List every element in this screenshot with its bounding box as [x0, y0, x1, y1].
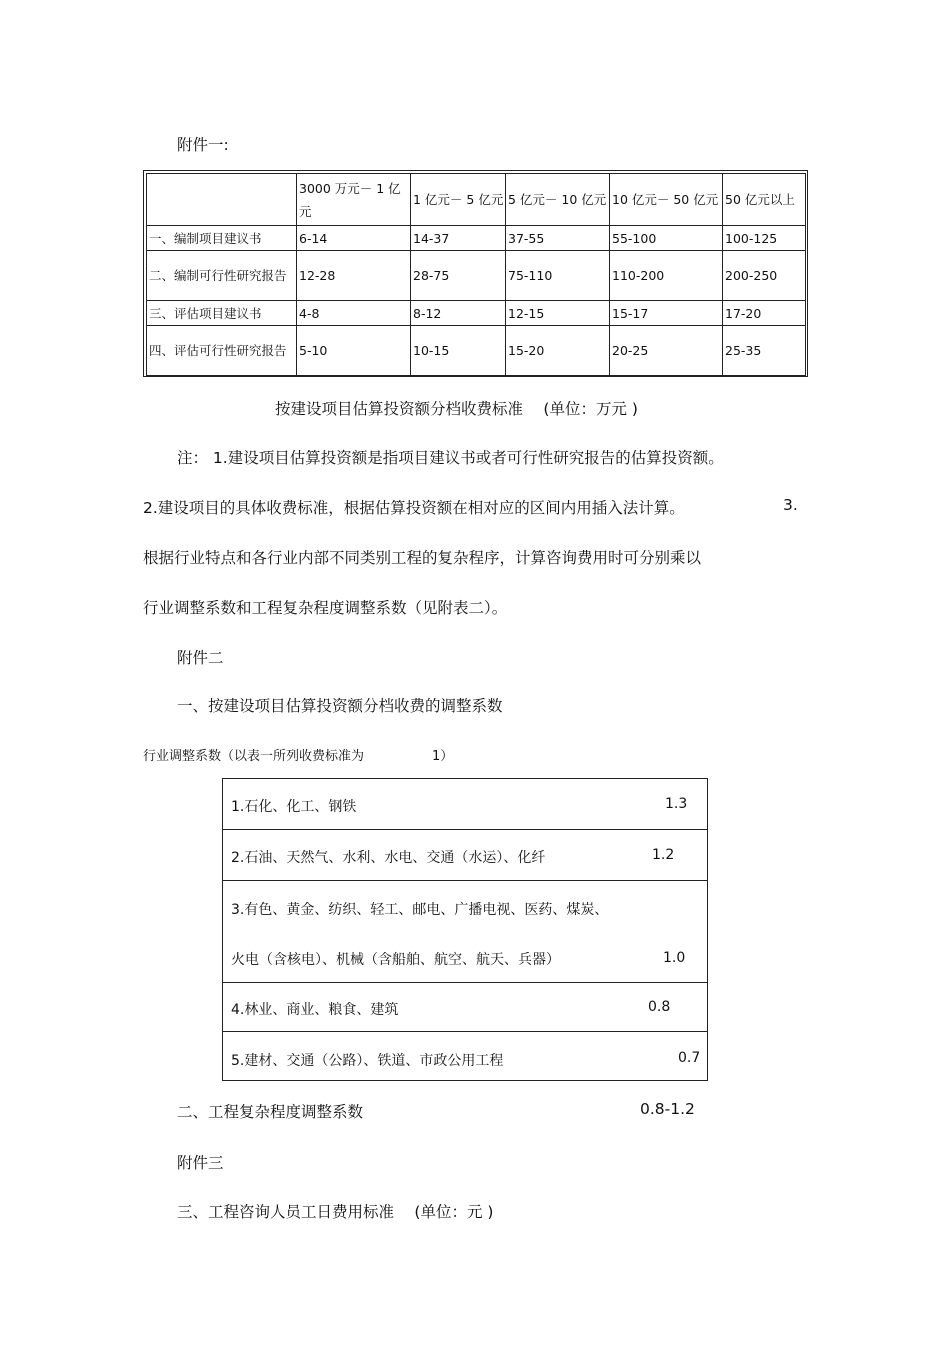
table-cell: 200-250 — [723, 251, 806, 301]
row-label: 一、编制项目建议书 — [147, 226, 297, 251]
fee-standard-table — [143, 170, 808, 377]
row-label: 3.有色、黄金、纺织、轻工、邮电、广播电视、医药、煤炭、 — [231, 902, 609, 918]
table-cell: 100-125 — [723, 226, 806, 251]
table-cell: 8-12 — [411, 301, 506, 326]
row-label: 四、评估可行性研究报告 — [147, 326, 297, 376]
note-line-3: 根据行业特点和各行业内部不同类别工程的复杂程序，计算咨询费用时可分别乘以 — [143, 549, 702, 567]
row-value: 1.0 — [663, 950, 686, 966]
row-value: 1.3 — [665, 796, 688, 812]
section3-title: 三、工程咨询人员工日费用标准 (单位：元 ) — [177, 1203, 494, 1221]
annex1-heading: 附件一: — [177, 136, 229, 154]
table-row — [147, 326, 806, 376]
table-cell: 55-100 — [610, 226, 723, 251]
row-label: 5.建材、交通（公路）、铁道、市政公用工程 — [231, 1053, 504, 1069]
header-cell: 10 亿元－ 50 亿元 — [610, 174, 723, 226]
table-cell: 17-20 — [723, 301, 806, 326]
annex2-heading: 附件二 — [177, 649, 224, 667]
row-label-continued: 火电（含核电）、机械（含船舶、航空、航天、兵器） — [231, 952, 560, 968]
table-header-row — [147, 174, 806, 226]
section2-value: 0.8-1.2 — [640, 1100, 695, 1118]
table1-caption: 按建设项目估算投资额分档收费标准 (单位：万元 ) — [275, 400, 638, 418]
section1-title: 一、按建设项目估算投资额分档收费的调整系数 — [177, 697, 503, 715]
row-label: 2.石油、天然气、水利、水电、交通（水运）、化纤 — [231, 850, 546, 866]
note-line-2: 2.建设项目的具体收费标准，根据估算投资额在相对应的区间内用插入法计算。 — [143, 499, 685, 517]
table-row — [223, 983, 707, 1032]
annex3-heading: 附件三 — [177, 1154, 224, 1172]
row-label: 三、评估项目建议书 — [147, 301, 297, 326]
header-cell: 5 亿元－ 10 亿元 — [506, 174, 610, 226]
table-row — [223, 830, 707, 881]
table2-caption: 行业调整系数（以表一所列收费标准为 — [143, 749, 365, 764]
row-label: 1.石化、化工、钢铁 — [231, 799, 357, 815]
table-cell: 4-8 — [297, 301, 411, 326]
row-label: 二、编制可行性研究报告 — [147, 251, 297, 301]
table-cell: 37-55 — [506, 226, 610, 251]
table-cell: 20-25 — [610, 326, 723, 376]
table-cell: 28-75 — [411, 251, 506, 301]
table-cell: 15-17 — [610, 301, 723, 326]
table-cell: 12-28 — [297, 251, 411, 301]
table-row — [147, 251, 806, 301]
table-cell: 5-10 — [297, 326, 411, 376]
row-label: 4.林业、商业、粮食、建筑 — [231, 1002, 399, 1018]
note-line-4: 行业调整系数和工程复杂程度调整系数（见附表二）。 — [143, 599, 508, 617]
row-value: 0.8 — [648, 999, 671, 1015]
table2-caption-number: 1） — [432, 749, 454, 764]
table-cell: 15-20 — [506, 326, 610, 376]
table-row — [147, 301, 806, 326]
table-cell: 10-15 — [411, 326, 506, 376]
table-cell: 12-15 — [506, 301, 610, 326]
table-row — [147, 226, 806, 251]
row-value: 1.2 — [652, 847, 675, 863]
industry-coefficient-table — [222, 778, 708, 1081]
table-cell: 6-14 — [297, 226, 411, 251]
header-cell: 1 亿元－ 5 亿元 — [411, 174, 506, 226]
table-cell: 110-200 — [610, 251, 723, 301]
table-row — [223, 1032, 707, 1081]
section2-title: 二、工程复杂程度调整系数 — [177, 1103, 364, 1121]
table-cell: 25-35 — [723, 326, 806, 376]
table-row — [223, 779, 707, 830]
note-line-2-number: 3. — [783, 496, 798, 514]
table-cell: 14-37 — [411, 226, 506, 251]
table-cell: 75-110 — [506, 251, 610, 301]
row-value: 0.7 — [678, 1050, 701, 1066]
header-cell: 50 亿元以上 — [723, 174, 806, 226]
header-cell — [147, 174, 297, 226]
note-line-1: 注： 1.建设项目估算投资额是指项目建议书或者可行性研究报告的估算投资额。 — [177, 449, 724, 467]
header-cell: 3000 万元－ 1 亿元 — [297, 174, 411, 226]
table-row — [223, 881, 707, 983]
